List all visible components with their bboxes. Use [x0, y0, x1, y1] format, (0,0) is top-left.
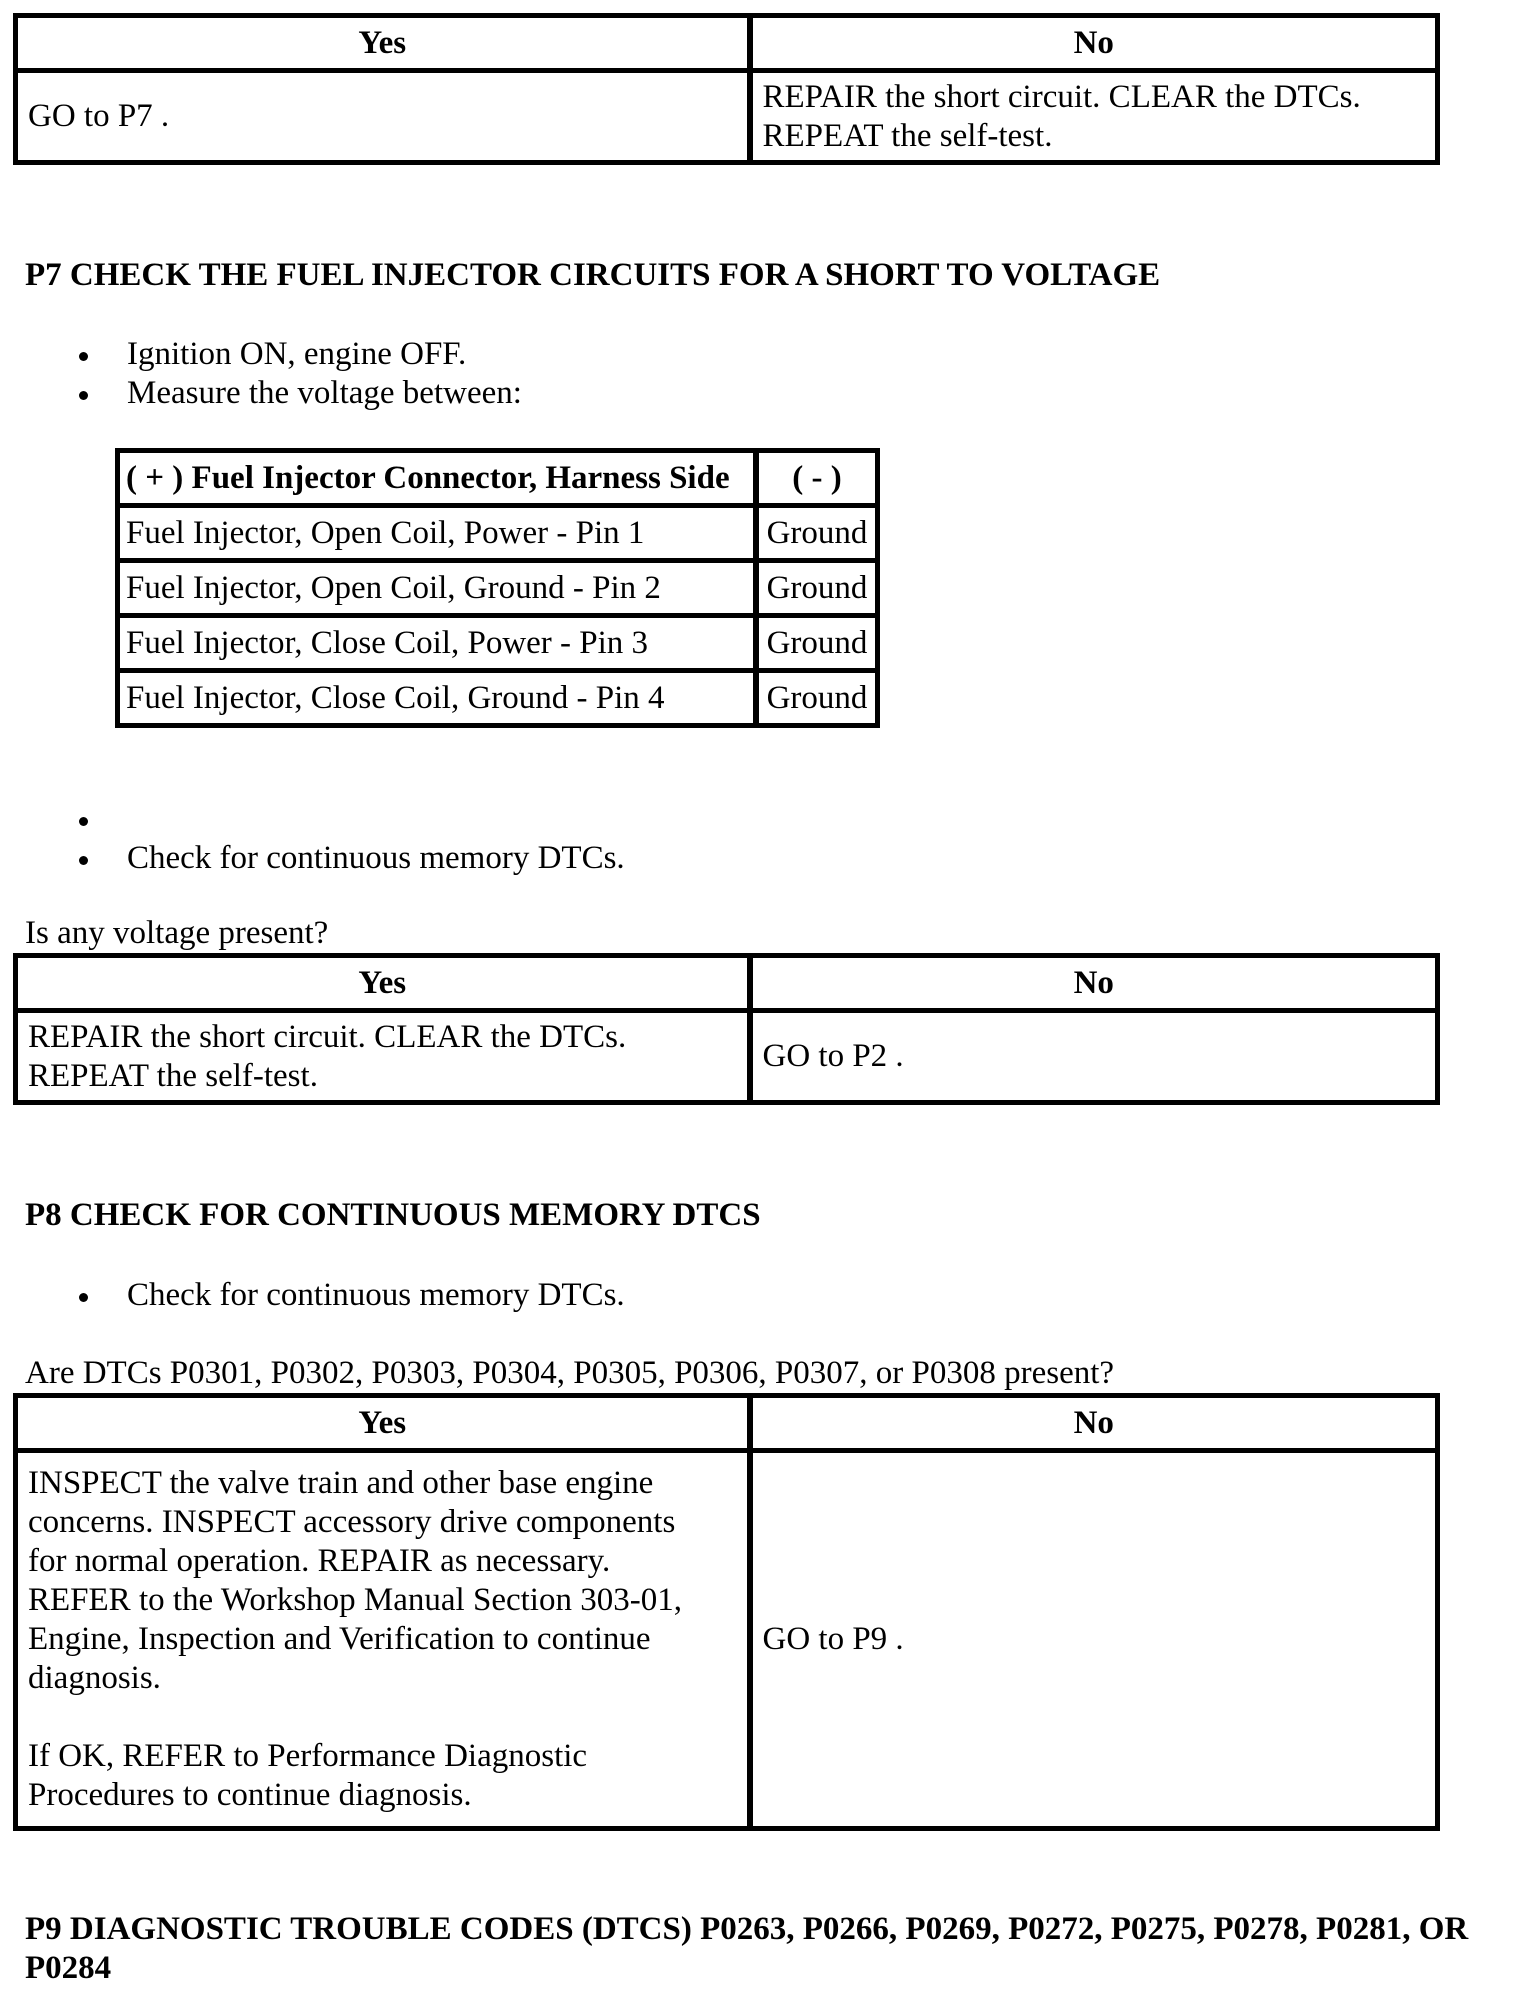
p7-question: Is any voltage present? [25, 915, 329, 951]
list-item: Ignition ON, engine OFF. [25, 335, 522, 374]
yes-line: REFER to the Workshop Manual Section 303-01, [28, 1582, 682, 1619]
no-cell: GO to P9 . [762, 1621, 904, 1658]
p7-result-table [13, 953, 1440, 1105]
list-item: Measure the voltage between: [25, 374, 522, 413]
pin-cell: Fuel Injector, Open Coil, Ground - Pin 2 [120, 563, 759, 618]
ground-cell: Ground [759, 618, 875, 673]
yes-line: for normal operation. REPAIR as necessary. [28, 1543, 611, 1580]
no-header: No [753, 958, 1436, 1013]
p9-heading-line: P0284 [25, 1949, 112, 1986]
no-cell: GO to P2 . [762, 1038, 904, 1075]
yes-line: Procedures to continue diagnosis. [28, 1776, 472, 1813]
ground-cell: Ground [759, 563, 875, 618]
yes-line: diagnosis. [28, 1659, 161, 1696]
list-item: Check for continuous memory DTCs. [25, 1276, 625, 1315]
p6-result-table [13, 13, 1440, 165]
pin-cell: Fuel Injector, Close Coil, Power - Pin 3 [120, 618, 759, 673]
yes-cell [18, 1453, 753, 1826]
yes-cell: GO to P7 . [18, 73, 753, 160]
list-item: Check for continuous memory DTCs. [25, 839, 625, 878]
yes-line: If OK, REFER to Performance Diagnostic [28, 1737, 588, 1774]
no-header: No [753, 1398, 1436, 1453]
yes-header: Yes [18, 18, 753, 73]
p7-steps [25, 335, 522, 413]
table-row [120, 673, 875, 723]
ground-cell: Ground [766, 679, 868, 716]
table-row [120, 563, 875, 618]
pin-cell: Fuel Injector, Close Coil, Ground - Pin 4 [120, 673, 759, 723]
table-row [120, 618, 875, 673]
yes-header: Yes [18, 1398, 753, 1453]
p7-heading: P7 CHECK THE FUEL INJECTOR CIRCUITS FOR A SHORT TO VOLTAGE [25, 257, 1161, 293]
yes-line: INSPECT the valve train and other base engine [28, 1465, 654, 1502]
list-item [25, 800, 625, 839]
p7-steps-after [25, 800, 625, 878]
yes-header: Yes [18, 958, 753, 1013]
no-header: No [753, 18, 1436, 73]
yes-line: Engine, Inspection and Verification to continue [28, 1621, 651, 1657]
yes-line: REPAIR the short circuit. CLEAR the DTCs. [28, 1018, 627, 1055]
measure-header-negative: ( - ) [759, 453, 875, 508]
spacer [28, 1698, 737, 1737]
p8-question: Are DTCs P0301, P0302, P0303, P0304, P0305, P0306, P0307, or P0308 present? [25, 1355, 1115, 1391]
yes-line: REPEAT the self-test. [28, 1057, 318, 1094]
p8-heading: P8 CHECK FOR CONTINUOUS MEMORY DTCS [25, 1197, 761, 1233]
no-cell [753, 73, 1436, 160]
yes-cell [18, 1013, 753, 1100]
ground-cell: Ground [759, 508, 875, 563]
p9-heading-line: P9 DIAGNOSTIC TROUBLE CODES (DTCS) P0263, P0266, P0269, P0272, P0275, P0278, P0281, OR [25, 1911, 1469, 1947]
pin-cell: Fuel Injector, Open Coil, Power - Pin 1 [120, 508, 759, 563]
p9-heading [25, 1910, 1468, 1988]
yes-line: concerns. INSPECT accessory drive components [28, 1504, 676, 1541]
p8-result-table [13, 1393, 1440, 1831]
measure-header-positive: ( + ) Fuel Injector Connector, Harness Side [120, 453, 759, 508]
no-line: REPAIR the short circuit. CLEAR the DTCs. [762, 78, 1361, 115]
p8-steps [25, 1276, 625, 1315]
table-row [120, 508, 875, 563]
measurement-table [115, 448, 880, 728]
no-line: REPEAT the self-test. [762, 117, 1053, 154]
